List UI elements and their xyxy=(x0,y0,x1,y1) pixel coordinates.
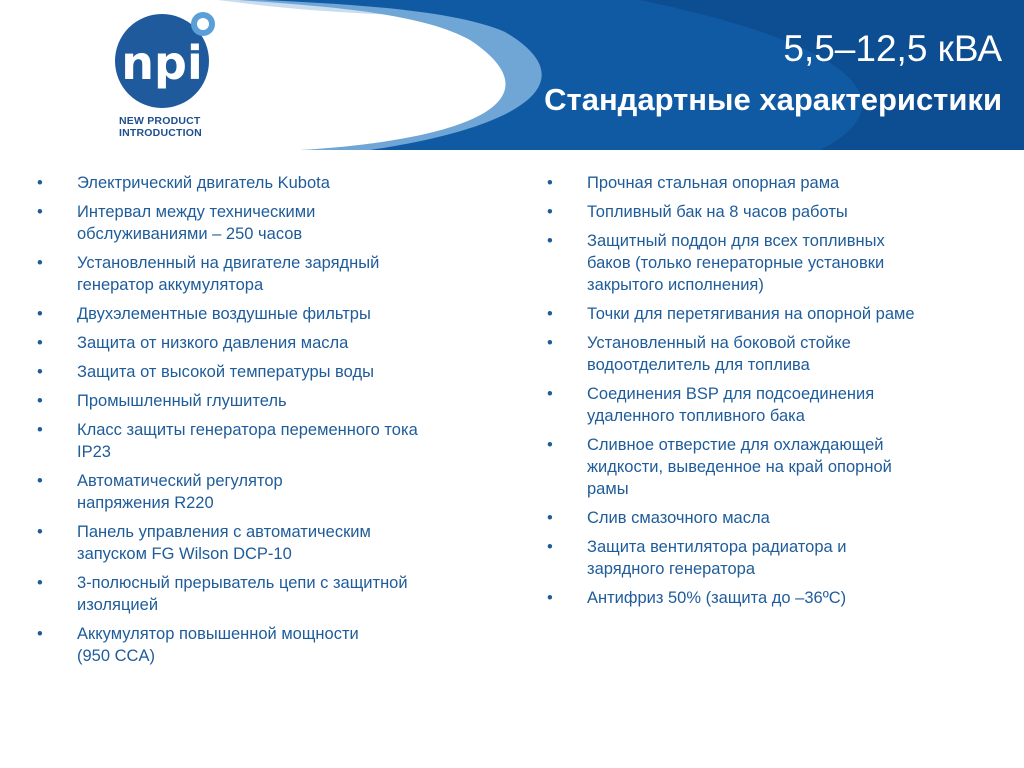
right-feature-list xyxy=(546,172,996,616)
bullet-icon: • xyxy=(37,392,43,410)
list-item-text: 3-полюсный прерыватель цепи с защитной xyxy=(77,574,408,592)
list-item xyxy=(546,332,996,376)
list-item xyxy=(36,172,498,194)
list-item xyxy=(36,252,498,296)
bullet-icon: • xyxy=(547,538,553,556)
list-item xyxy=(36,303,498,325)
list-item-text: рамы xyxy=(587,480,629,498)
list-item-text: баков (только генераторные установки xyxy=(587,254,885,272)
list-item-text: Топливный бак на 8 часов работы xyxy=(587,203,848,221)
list-item xyxy=(546,587,996,609)
list-item-text: генератор аккумулятора xyxy=(77,276,264,294)
bullet-icon: • xyxy=(547,232,553,250)
logo-caption xyxy=(119,116,239,139)
list-item xyxy=(546,201,996,223)
bullet-icon: • xyxy=(37,334,43,352)
list-item-text: Класс защиты генератора переменного тока xyxy=(77,421,418,439)
list-item-text: Аккумулятор повышенной мощности xyxy=(77,625,359,643)
list-item-text: изоляцией xyxy=(77,596,159,614)
list-item-text: Установленный на двигателе зарядный xyxy=(77,254,380,272)
bullet-icon: • xyxy=(547,305,553,323)
bullet-icon: • xyxy=(547,436,553,454)
list-item-text: Автоматический регулятор xyxy=(77,472,283,490)
list-item xyxy=(36,470,498,514)
list-item-text: жидкости, выведенное на край опорной xyxy=(587,458,892,476)
list-item-text: обслуживаниями – 250 часов xyxy=(77,225,303,243)
list-item-text: Интервал между техническими xyxy=(77,203,316,221)
list-item-text: закрытого исполнения) xyxy=(587,276,764,294)
list-item-text: IP23 xyxy=(77,443,111,461)
list-item xyxy=(546,383,996,427)
list-item-text: Защита вентилятора радиатора и xyxy=(587,538,847,556)
list-item-text: Защитный поддон для всех топливных xyxy=(587,232,885,250)
list-item xyxy=(36,361,498,383)
list-item xyxy=(546,172,996,194)
left-feature-list xyxy=(36,172,498,674)
list-item xyxy=(546,536,996,580)
page-title: 5,5–12,5 кВА xyxy=(783,28,1002,69)
list-item-text: (950 CCA) xyxy=(77,647,155,665)
bullet-icon: • xyxy=(37,174,43,192)
list-item-text: Установленный на боковой стойке xyxy=(587,334,851,352)
list-item xyxy=(36,332,498,354)
list-item-text: запуском FG Wilson DCP-10 xyxy=(77,545,292,563)
list-item-text: водоотделитель для топлива xyxy=(587,356,810,374)
bullet-icon: • xyxy=(547,174,553,192)
list-item-text: Антифриз 50% (защита до –36ºC) xyxy=(587,589,847,607)
logo-caption-line1: NEW PRODUCT xyxy=(119,115,201,127)
bullet-icon: • xyxy=(37,625,43,643)
logo-caption-line2: INTRODUCTION xyxy=(119,126,202,139)
list-item-text: зарядного генератора xyxy=(587,560,756,578)
bullet-icon: • xyxy=(547,589,553,607)
list-item-text: Промышленный глушитель xyxy=(77,392,287,410)
bullet-icon: • xyxy=(547,509,553,527)
bullet-icon: • xyxy=(37,363,43,381)
list-item-text: Сливное отверстие для охлаждающей xyxy=(587,436,884,454)
header-banner xyxy=(0,0,1024,150)
bullet-icon: • xyxy=(37,472,43,490)
bullet-icon: • xyxy=(547,203,553,221)
list-item-text: Защита от низкого давления масла xyxy=(77,334,349,352)
list-item-text: Двухэлементные воздушные фильтры xyxy=(77,305,371,323)
list-item xyxy=(36,419,498,463)
list-item xyxy=(546,434,996,500)
page-subtitle: Стандартные характеристики xyxy=(544,82,1002,117)
list-item-text: напряжения R220 xyxy=(77,494,214,512)
list-item xyxy=(36,521,498,565)
bullet-icon: • xyxy=(37,305,43,323)
bullet-icon: • xyxy=(37,421,43,439)
list-item-text: Панель управления с автоматическим xyxy=(77,523,371,541)
bullet-icon: • xyxy=(37,574,43,592)
list-item-text: Точки для перетягивания на опорной раме xyxy=(587,305,915,323)
bullet-icon: • xyxy=(37,254,43,272)
list-item-text: Защита от высокой температуры воды xyxy=(77,363,374,381)
list-item-text: Электрический двигатель Kubota xyxy=(77,174,330,192)
list-item xyxy=(36,623,498,667)
bullet-icon: • xyxy=(37,203,43,221)
bullet-icon: • xyxy=(547,385,553,403)
list-item-text: удаленного топливного бака xyxy=(587,407,805,425)
list-item-text: Прочная стальная опорная рама xyxy=(587,174,840,192)
list-item xyxy=(36,572,498,616)
list-item xyxy=(546,303,996,325)
list-item xyxy=(546,507,996,529)
npi-logo-icon xyxy=(110,6,230,116)
list-item-text: Слив смазочного масла xyxy=(587,509,770,527)
list-item xyxy=(546,230,996,296)
logo-letters: npi xyxy=(121,36,203,90)
list-item xyxy=(36,201,498,245)
list-item xyxy=(36,390,498,412)
list-item-text: Соединения BSP для подсоединения xyxy=(587,385,875,403)
bullet-icon: • xyxy=(37,523,43,541)
bullet-icon: • xyxy=(547,334,553,352)
